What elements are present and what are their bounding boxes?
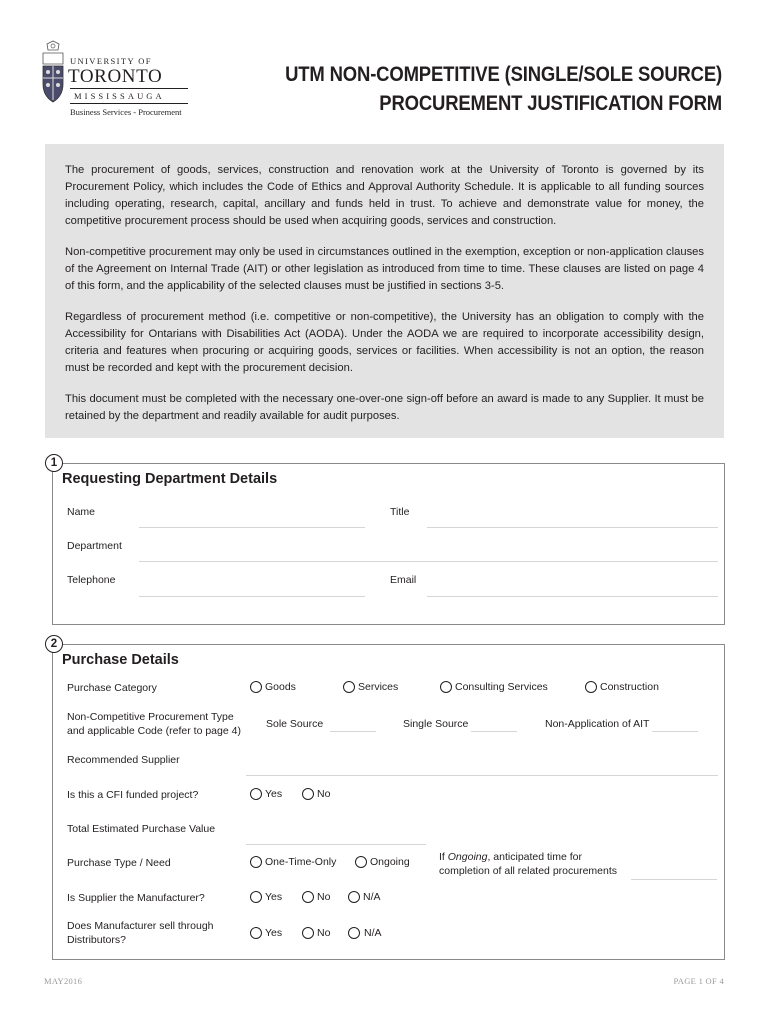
logo-university-text: UNIVERSITY OF [70, 56, 152, 66]
form-title [285, 60, 722, 118]
radio-button[interactable] [250, 927, 262, 939]
intro-paragraph: Regardless of procurement method (i.e. competitive or non-competitive), the University has an obligation to comply with the Accessibility for Ontarians with Disabilities Act (AODA). Under the AODA we are required to incorporate accessibility design, criteria and features when procuring or acquiring goods, services or facilities. When accessibility is not an option, the reason must be recorded and kept with the procurement decision. [65, 311, 704, 374]
radio-button[interactable] [250, 891, 262, 903]
intro-paragraph: This document must be completed with the necessary one-over-one sign-off before an award is made to any Supplier. It must be retained by the department and readily available for audit purposes. [65, 393, 704, 422]
radio-button[interactable] [302, 927, 314, 939]
purchase-type-label: Purchase Type / Need [67, 857, 171, 869]
ongoing-note-italic: Ongoing [447, 851, 488, 863]
name-field[interactable] [139, 527, 365, 528]
title-field[interactable] [427, 527, 718, 528]
intro-paragraph: Non-competitive procurement may only be used in circumstances outlined in the exemption, exception or non-application clauses of the Agreement on Internal Trade (AIT) or other legislation as introduced from time to time. These clauses are listed on page 4 of this form, and the applicability of the selected clauses must be justified in sections 3-5. [65, 246, 704, 292]
option-label: N/A [364, 927, 382, 939]
name-label: Name [67, 506, 96, 518]
total-value-field[interactable] [246, 844, 426, 845]
intro-panel [45, 144, 724, 438]
footer-date: MAY2016 [44, 976, 83, 986]
option-label: Yes [265, 891, 283, 903]
department-field[interactable] [139, 561, 718, 562]
radio-button[interactable] [250, 788, 262, 800]
section-number-badge: 2 [45, 635, 63, 653]
option-label: Ongoing [370, 856, 410, 868]
ongoing-completion-field[interactable] [631, 879, 717, 880]
university-crest-icon [40, 40, 66, 104]
section-department-details [52, 463, 725, 625]
title-label: Title [390, 506, 410, 518]
radio-button[interactable] [343, 681, 355, 693]
radio-button[interactable] [348, 927, 360, 939]
telephone-field[interactable] [139, 596, 365, 597]
university-logo [40, 40, 190, 130]
option-label: N/A [363, 891, 381, 903]
option-label: No [317, 927, 331, 939]
radio-button[interactable] [355, 856, 367, 868]
radio-button[interactable] [348, 891, 360, 903]
sole-source-label: Sole Source [266, 718, 324, 730]
option-label: Yes [265, 788, 283, 800]
ongoing-note-prefix: If [439, 851, 448, 863]
logo-campus-text: MISSISSAUGA [74, 91, 165, 101]
recommended-supplier-label: Recommended Supplier [67, 754, 180, 766]
option-label: No [317, 788, 331, 800]
single-source-label: Single Source [403, 718, 469, 730]
radio-button[interactable] [250, 681, 262, 693]
option-label: Construction [600, 681, 659, 693]
ongoing-note-line2: completion of all related procurements [439, 865, 618, 877]
radio-button[interactable] [302, 891, 314, 903]
form-title-line2: PROCUREMENT JUSTIFICATION FORM [379, 91, 722, 115]
radio-button[interactable] [302, 788, 314, 800]
ongoing-note [439, 850, 582, 864]
form-title-line1: UTM NON-COMPETITIVE (SINGLE/SOLE SOURCE) [285, 62, 722, 86]
purchase-category-label: Purchase Category [67, 682, 157, 694]
option-label: No [317, 891, 331, 903]
logo-toronto-text: TORONTO [68, 66, 163, 87]
sole-source-code-field[interactable] [330, 731, 376, 732]
single-source-code-field[interactable] [471, 731, 517, 732]
section-number-badge: 1 [45, 454, 63, 472]
distributors-question-label: Does Manufacturer sell through [67, 920, 214, 932]
radio-button[interactable] [250, 856, 262, 868]
intro-paragraph: The procurement of goods, services, construction and renovation work at the University of Toronto is governed by its Procurement Policy, which includes the Code of Ethics and Approval Authority Schedule. It is applicable to all funding sources including operating, research, capital, ancillary and funds held in trust. To achieve and demonstrate value for money, the competitive procurement process should be used when acquiring goods, services and construction. [65, 164, 704, 227]
option-label: Services [358, 681, 399, 693]
option-label: Yes [265, 927, 283, 939]
email-label: Email [390, 574, 417, 586]
non-application-ait-label: Non-Application of AIT [545, 718, 650, 730]
distributors-question-label-line2: Distributors? [67, 934, 126, 946]
footer-page-number: PAGE 1 OF 4 [673, 976, 724, 986]
radio-button[interactable] [585, 681, 597, 693]
total-value-label: Total Estimated Purchase Value [67, 823, 216, 835]
recommended-supplier-field[interactable] [246, 775, 718, 776]
telephone-label: Telephone [67, 574, 116, 586]
radio-button[interactable] [440, 681, 452, 693]
logo-divider [70, 103, 188, 104]
manufacturer-question-label: Is Supplier the Manufacturer? [67, 892, 205, 904]
option-label: One-Time-Only [265, 856, 337, 868]
option-label: Consulting Services [455, 681, 548, 693]
procurement-type-label-line2: and applicable Code (refer to page 4) [67, 725, 241, 737]
option-label: Goods [265, 681, 296, 693]
cfi-question-label: Is this a CFI funded project? [67, 789, 199, 801]
email-field[interactable] [427, 596, 718, 597]
ongoing-note-suffix: , anticipated time for [487, 851, 583, 863]
logo-divider [70, 88, 188, 89]
procurement-type-label: Non-Competitive Procurement Type [67, 711, 234, 723]
non-application-ait-code-field[interactable] [652, 731, 698, 732]
department-label: Department [67, 540, 122, 552]
section-heading: Requesting Department Details [62, 471, 278, 487]
logo-unit-text: Business Services - Procurement [70, 107, 182, 117]
section-heading: Purchase Details [62, 652, 179, 668]
